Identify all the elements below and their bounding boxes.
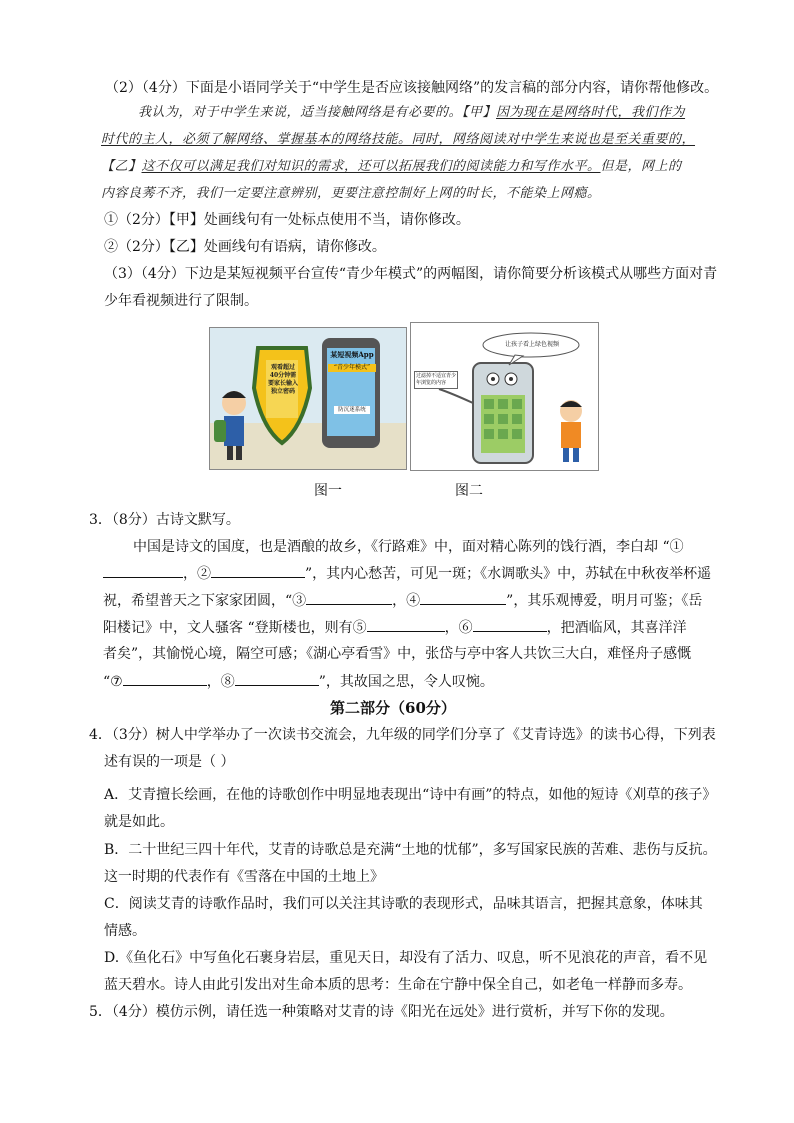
poem-line-1: 中国是诗文的国度，也是酒酿的故乡，《行路难》中，面对精心陈列的饯行酒，李白却 “①	[133, 539, 684, 555]
q3-stem-2: 少年看视频进行了限制。	[104, 293, 258, 309]
blank-7[interactable]	[123, 671, 207, 686]
option-c-2: 情感。	[104, 923, 146, 939]
speech-line-4: 内容良莠不齐，我们一定要注意辨别，更要注意控制好上网的时长，不能染上网瘾。	[101, 186, 601, 201]
blank-1[interactable]	[103, 563, 183, 578]
sign-text: 过滤掉不适宜青少年浏览的内容	[414, 371, 458, 389]
option-d-1: D.《鱼化石》中写鱼化石裹身岩层，重见天日，却没有了活力、叹息，听不见浪花的声音，看不见	[104, 950, 708, 966]
figure-1-illustration	[210, 328, 406, 469]
part2-title: 第二部分（60分）	[330, 699, 456, 717]
phone-mode: “青少年模式”	[328, 364, 376, 372]
speech-line-2: 时代的主人，必须了解网络、掌握基本的网络技能。同时，网络阅读对中学生来说也是至关重要的，	[101, 132, 696, 147]
q2-sub2: ②（2分）【乙】处画线句有语病，请你修改。	[104, 239, 386, 255]
q4-stem-1: 4．（3分）树人中学举办了一次读书交流会，九年级的同学们分享了《艾青诗选》的读书心得，下列表	[89, 727, 716, 743]
option-b-1: B．二十世纪三四十年代，艾青的诗歌总是充满“土地的忧郁”，多写国家民族的苦难、悲伤与反抗。	[104, 842, 717, 858]
blank-6[interactable]	[473, 617, 547, 632]
option-a-1: A．艾青擅长绘画，在他的诗歌创作中明显地表现出“诗中有画”的特点，如他的短诗《刈草的孩子》	[104, 787, 717, 803]
jia-underlined: 因为现在是网络时代，我们作为	[496, 105, 686, 120]
shield-text: 观看超过40分钟需要家长输入独立密码	[268, 364, 299, 395]
blank-2[interactable]	[211, 563, 305, 578]
blank-4[interactable]	[420, 590, 506, 605]
speech-line-1: 我认为，对于中学生来说，适当接触网络是有必要的。【甲】因为现在是网络时代，我们作为	[138, 105, 686, 120]
figure-1-caption: 图一	[314, 483, 342, 499]
phone-title: 某短视频App	[330, 350, 374, 359]
blank-8[interactable]	[235, 671, 319, 686]
poem-line-3: 祝，希望普天之下家家团圆，“③ ，④ ”，其乐观博爱，明月可鉴；《岳	[103, 590, 702, 611]
jia-marker: 【甲】	[462, 105, 497, 120]
q3-stem-1: （3）（4分）下边是某短视频平台宣传“青少年模式”的两幅图，请你简要分析该模式从哪些方面对青	[104, 266, 718, 282]
blank-5[interactable]	[367, 617, 445, 632]
figure-1	[209, 327, 407, 470]
yi-underlined: 这不仅可以满足我们对知识的需求，还可以拓展我们的阅读能力和写作水平。	[141, 159, 601, 174]
figure-2	[410, 322, 599, 471]
poem-line-6: “⑦ ，⑧ ”，其故国之思，令人叹惋。	[103, 671, 494, 692]
speech-line-3: 【乙】这不仅可以满足我们对知识的需求，还可以拓展我们的阅读能力和写作水平。但是，网上的	[101, 159, 682, 174]
figure-2-caption: 图二	[455, 483, 483, 499]
poem-line-4: 阳楼记》中，文人骚客 “登斯楼也，则有⑤ ，⑥ ，把酒临风，其喜洋洋	[103, 617, 687, 638]
q2-stem: （2）（4分）下面是小语同学关于“中学生是否应该接触网络”的发言稿的部分内容，请你帮他修改。	[105, 80, 719, 96]
poem-title: 3．（8分）古诗文默写。	[89, 512, 240, 528]
yi-marker: 【乙】	[101, 159, 142, 174]
q2-sub1: ①（2分）【甲】处画线句有一处标点使用不当，请你修改。	[104, 212, 470, 228]
poem-line-2: ，② ”，其内心愁苦，可见一斑；《水调歌头》中，苏轼在中秋夜举杯遥	[103, 563, 711, 584]
speech-bubble-text: 让孩子看上绿色视频	[504, 341, 559, 348]
poem-line-5: 者矣”，其愉悦心境，隔空可感；《湖心亭看雪》中，张岱与亭中客人共饮三大白，难怪舟子感慨	[103, 646, 692, 662]
blank-3[interactable]	[306, 590, 392, 605]
q4-stem-2: 述有误的一项是（ ）	[104, 754, 235, 770]
option-d-2: 蓝天碧水。诗人由此引发出对生命本质的思考：生命在宁静中保全自己，如老龟一样静而多寿。	[104, 977, 692, 993]
option-c-1: C．阅读艾青的诗歌作品时，我们可以关注其诗歌的表现形式，品味其语言，把握其意象，体味其	[104, 896, 703, 912]
option-a-2: 就是如此。	[104, 814, 174, 830]
phone-button: 防沉迷系统	[334, 406, 370, 414]
option-b-2: 这一时期的代表作有《雪落在中国的土地上》	[104, 869, 384, 885]
q5-stem: 5．（4分）模仿示例，请任选一种策略对艾青的诗《阳光在远处》进行赏析，并写下你的发现。	[89, 1004, 674, 1020]
